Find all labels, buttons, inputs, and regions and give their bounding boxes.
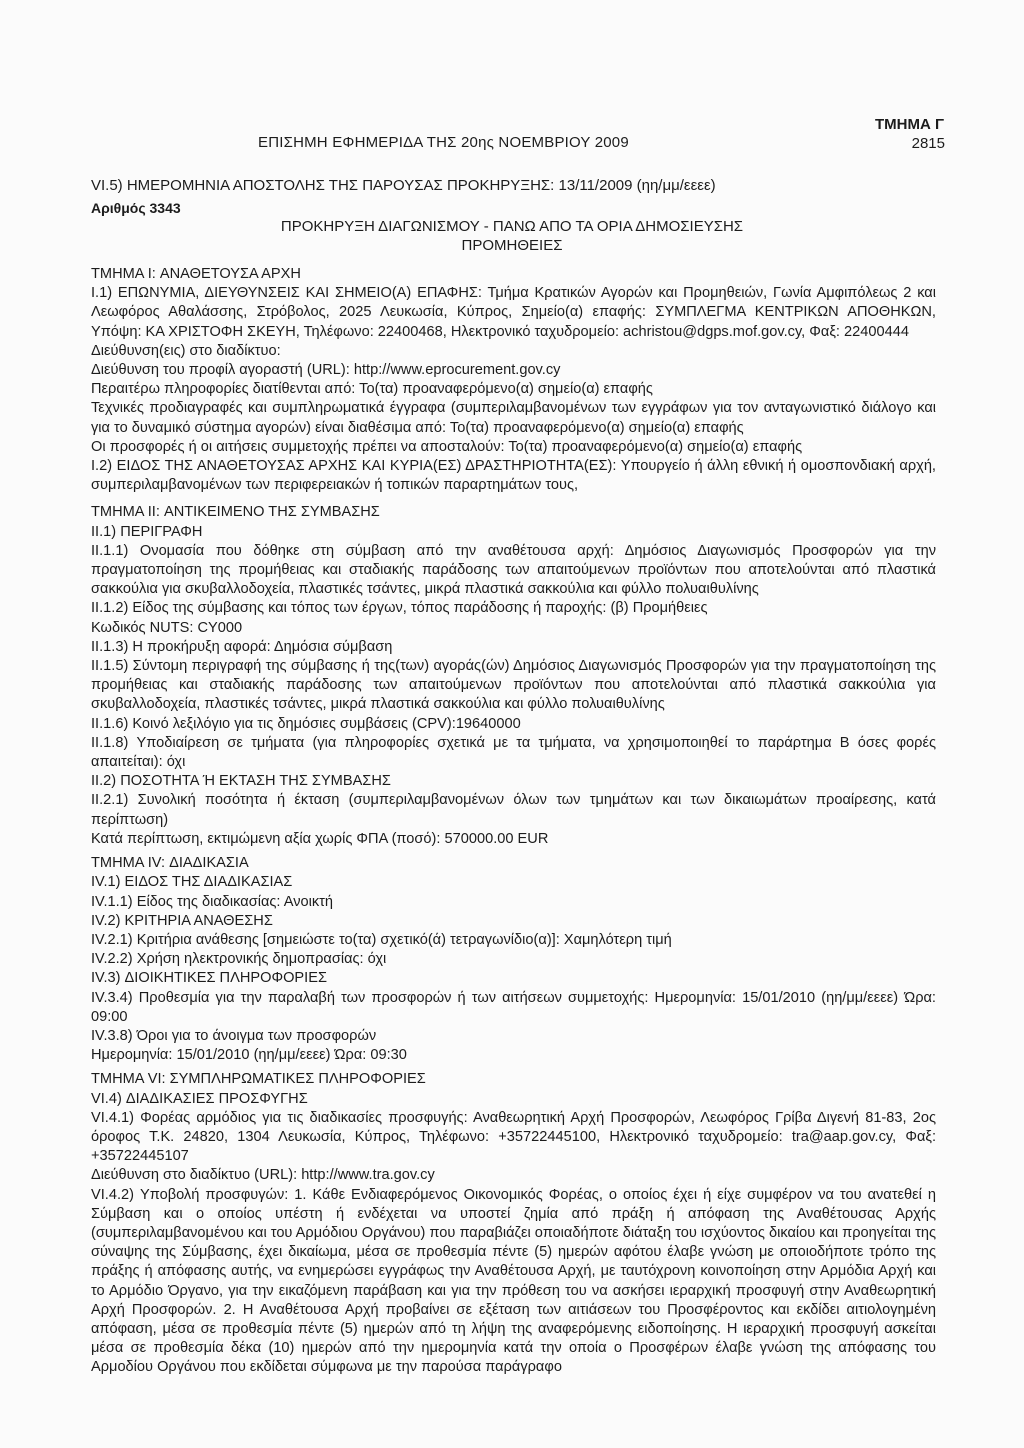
notice-paragraph: IV.3) ΔΙΟΙΚΗΤΙΚΕΣ ΠΛΗΡΟΦΟΡΙΕΣ	[91, 970, 327, 987]
notice-paragraph: Διεύθυνση του προφίλ αγοραστή (URL): http://www.eprocurement.gov.cy	[91, 362, 561, 379]
notice-paragraph: ΤΜΗΜΑ II: ΑΝΤΙΚΕΙΜΕΝΟ ΤΗΣ ΣΥΜΒΑΣΗΣ	[91, 504, 380, 521]
notice-paragraph: II.1.3) Η προκήρυξη αφορά: Δημόσια σύμβαση	[91, 638, 393, 655]
page-number: 2815	[911, 135, 945, 152]
notice-paragraph: Οι προσφορές ή οι αιτήσεις συμμετοχής πρέπει να αποσταλούν: Το(τα) προαναφερόμενο(α) σημείο(α) επαφής	[91, 438, 803, 455]
notice-paragraph: Τεχνικές προδιαγραφές και συμπληρωματικά έγγραφα (συμπεριλαμβανομένων των εγγράφων για τον ανταγωνιστικό διάλογο και για το δυναμικό σύστημα αγορών) είναι διαθέσιμα από: Το(τα) προαναφερόμενο(α) σημείο(α) επαφής	[91, 400, 936, 436]
notice-paragraph: II.1.6) Κοινό λεξιλόγιο για τις δημόσιες συμβάσεις (CPV):19640000	[91, 715, 521, 732]
notice-paragraph: II.2) ΠΟΣΟΤΗΤΑ Ή ΕΚΤΑΣΗ ΤΗΣ ΣΥΜΒΑΣΗΣ	[91, 773, 391, 790]
notice-paragraph: Ημερομηνία: 15/01/2010 (ηη/μμ/εεεε) Ώρα: 09:30	[91, 1047, 407, 1064]
notice-number: Αριθμός 3343	[91, 200, 181, 216]
section-label: ΤΜΗΜΑ Γ	[874, 116, 944, 133]
notice-paragraph: VI.4) ΔΙΑΔΙΚΑΣΙΕΣ ΠΡΟΣΦΥΓΗΣ	[91, 1090, 308, 1107]
notice-paragraph: II.1) ΠΕΡΙΓΡΑΦΗ	[91, 523, 203, 540]
notice-paragraph: IV.1) ΕΙΔΟΣ ΤΗΣ ΔΙΑΔΙΚΑΣΙΑΣ	[91, 874, 293, 891]
notice-paragraph: IV.2.1) Κριτήρια ανάθεσης [σημειώστε το(τα) σχετικό(ά) τετραγωνίδιο(α)]: Χαμηλότερη τιμή	[91, 931, 672, 948]
notice-body	[91, 265, 936, 1378]
notice-paragraph: Κωδικός NUTS: CY000	[91, 619, 243, 636]
notice-paragraph: Διεύθυνση στο διαδίκτυο (URL): http://www.tra.gov.cy	[91, 1167, 435, 1184]
notice-title-line: ΠΡΟΜΗΘΕΙΕΣ	[461, 237, 563, 254]
notice-paragraph: VI.4.1) Φορέας αρμόδιος για τις διαδικασίες προσφυγής: Αναθεωρητική Αρχή Προσφορών, Λεωφόρος Γρίβα Διγενή 81-83, 2ος όροφος Τ.Κ. 24820, 1304 Λευκωσία, Κύπρος, Τηλέφωνο: +35722445100, Ηλεκτρονικό ταχυδρομείο: tra@aap.gov.cy, Φαξ: +35722445107	[91, 1109, 936, 1165]
notice-paragraph: ΤΜΗΜΑ I: ΑΝΑΘΕΤΟΥΣΑ ΑΡΧΗ	[91, 266, 301, 282]
notice-paragraph: I.2) ΕΙΔΟΣ ΤΗΣ ΑΝΑΘΕΤΟΥΣΑΣ ΑΡΧΗΣ ΚΑΙ ΚΥΡΙΑ(ΕΣ) ΔΡΑΣΤΗΡΙΟΤΗΤΑ(ΕΣ): Υπουργείο ή άλλη εθνική ή ομοσπονδιακή αρχή, συμπεριλαμβανομένων των περιφερειακών ή τοπικών παραρτημάτων τους,	[91, 458, 936, 494]
notice-paragraph: Διεύθυνση(εις) στο διαδίκτυο:	[91, 342, 281, 359]
notice-paragraph: IV.2.2) Χρήση ηλεκτρονικής δημοπρασίας: όχι	[91, 951, 387, 968]
notice-paragraph: Κατά περίπτωση, εκτιμώμενη αξία χωρίς ΦΠΑ (ποσό): 570000.00 EUR	[91, 830, 549, 847]
notice-paragraph: II.1.1) Ονομασία που δόθηκε στη σύμβαση από την αναθέτουσα αρχή: Δημόσιος Διαγωνισμός Προσφορών για την πραγματοποίηση της προμήθειας και σταδιακής παράδοσης των απαιτούμενων προϊόντων που αποτελούνται από πλαστικά σακκούλια για σκυβαλλοδοχεία, πλαστικές τσάντες, μικρά πλαστικά σακκούλια και φύλλο πολυαιθυλίνης	[91, 542, 936, 598]
notice-paragraph: IV.3.8) Όροι για το άνοιγμα των προσφορών	[91, 1027, 377, 1044]
notice-paragraph: II.2.1) Συνολική ποσότητα ή έκταση (συμπεριλαμβανομένων όλων των τμημάτων και των δικαιωμάτων προαίρεσης, κατά περίπτωση)	[91, 792, 936, 828]
notice-title	[0, 217, 1024, 255]
notice-title-line: ΠΡΟΚΗΡΥΞΗ ΔΙΑΓΩΝΙΣΜΟΥ - ΠΑΝΩ ΑΠΟ ΤΑ ΟΡΙΑ ΔΗΜΟΣΙΕΥΣΗΣ	[280, 218, 744, 235]
notice-paragraph: ΤΜΗΜΑ IV: ΔΙΑΔΙΚΑΣΙΑ	[91, 855, 249, 872]
notice-paragraph: II.1.2) Είδος της σύμβασης και τόπος των έργων, τόπος παράδοσης ή παροχής: (β) Προμήθειες	[91, 600, 708, 617]
notice-paragraph: VI.4.2) Υποβολή προσφυγών: 1. Κάθε Ενδιαφερόμενος Οικονομικός Φορέας, ο οποίος έχει ή είχε συμφέρον να του ανατεθεί η Σύμβαση και ο οποίος υπέστη ή ενδέχεται να υποστεί ζημία από πράξη ή απόφαση της Αναθέτουσας Αρχής (συμπεριλαμβανομένου και του Αρμόδιου Οργάνου) που παραβιάζει οποιαδήποτε διάταξη του ισχύοντος δικαίου και προηγείται της σύναψης της Σύμβασης, έχει δικαίωμα, μέσα σε προθεσμία πέντε (5) ημερών αφότου έλαβε γνώση με οποιοδήποτε τρόπο της πράξης ή απόφασης αυτής, να ενημερώσει εγγράφως την Αναθέτουσα Αρχή, με ταυτόχρονη κοινοποίηση στην Αρμόδια Αρχή και το Αρμόδιο Όργανο, για την εικαζόμενη παράβαση και για την πρόθεση του να ασκήσει ιεραρχική προσφυγή στην Αναθεωρητική Αρχή Προσφορών. 2. Η Αναθέτουσα Αρχή προβαίνει σε εξέταση των αιτιάσεων του Προσφέροντος και εκδίδει αιτιολογημένη απόφαση, μέσα σε προθεσμία πέντε (5) ημερών από τη λήψη της αναφερόμενης ειδοποίησης. Η ιεραρχική προσφυγή ασκείται μέσα σε προθεσμία δέκα (10) ημερών από την ημερομηνία κατά την οποία ο Προσφέρων έλαβε γνώση της απόφασης του Αρμοδίου Οργάνου που εκδίδεται σύμφωνα με την παρούσα παράγραφο	[91, 1186, 937, 1376]
notice-paragraph: II.1.8) Υποδιαίρεση σε τμήματα (για πληροφορίες σχετικά με τα τμήματα, να χρησιμοποιηθεί το παράρτημα Β όσες φορές απαιτείται): όχι	[91, 734, 936, 771]
notice-paragraph: Περαιτέρω πληροφορίες διατίθενται από: Το(τα) προαναφερόμενο(α) σημείο(α) επαφής	[91, 381, 653, 398]
notice-paragraph: IV.2) ΚΡΙΤΗΡΙΑ ΑΝΑΘΕΣΗΣ	[91, 912, 273, 929]
notice-paragraph: I.1) ΕΠΩΝΥΜΙΑ, ΔΙΕΥΘΥΝΣΕΙΣ ΚΑΙ ΣΗΜΕΙΟ(Α) ΕΠΑΦΗΣ: Τμήμα Κρατικών Αγορών και Προμηθειών, Γωνία Αμφιπόλεως 2 και Λεωφόρος Αθαλάσσης, Στρόβολος, 2025 Λευκωσία, Κύπρος, Σημείο(α) επαφής: ΣΥΜΠΛΕΓΜΑ ΚΕΝΤΡΙΚΩΝ ΑΠΟΘΗΚΩΝ, Υπόψη: ΚΑ ΧΡΙΣΤΟΦΗ ΣΚΕΥΗ, Τηλέφωνο: 22400468, Ηλεκτρονικό ταχυδρομείο: achristou@dgps.mof.gov.cy, Φαξ: 22400444	[91, 285, 936, 340]
notice-paragraph: ΤΜΗΜΑ VI: ΣΥΜΠΛΗΡΩΜΑΤΙΚΕΣ ΠΛΗΡΟΦΟΡΙΕΣ	[91, 1071, 426, 1088]
notice-paragraph: IV.3.4) Προθεσμία για την παραλαβή των προσφορών ή των αιτήσεων συμμετοχής: Ημερομηνία: 15/01/2010 (ηη/μμ/εεεε) Ώρα: 09:00	[91, 989, 936, 1025]
dispatch-date-line: VI.5) ΗΜΕΡΟΜΗΝΙΑ ΑΠΟΣΤΟΛΗΣ ΤΗΣ ΠΑΡΟΥΣΑΣ ΠΡΟΚΗΡΥΞΗΣ: 13/11/2009 (ηη/μμ/εεεε)	[91, 177, 716, 194]
notice-paragraph: II.1.5) Σύντομη περιγραφή της σύμβασης ή της(των) αγοράς(ών) Δημόσιος Διαγωνισμός Προσφορών για την πραγματοποίηση της προμήθειας και σταδιακής παράδοσης των απαιτούμενων προϊόντων που αποτελούνται από πλαστικά σακκούλια για σκυβαλλοδοχεία, πλαστικές τσάντες, μικρά πλαστικά σακκούλια και φύλλο πολυαιθυλίνης	[91, 658, 936, 713]
gazette-header: ΕΠΙΣΗΜΗ ΕΦΗΜΕΡΙΔΑ ΤΗΣ 20ης ΝΟΕΜΒΡΙΟΥ 2009	[258, 134, 629, 151]
notice-paragraph: IV.1.1) Είδος της διαδικασίας: Ανοικτή	[91, 893, 334, 910]
